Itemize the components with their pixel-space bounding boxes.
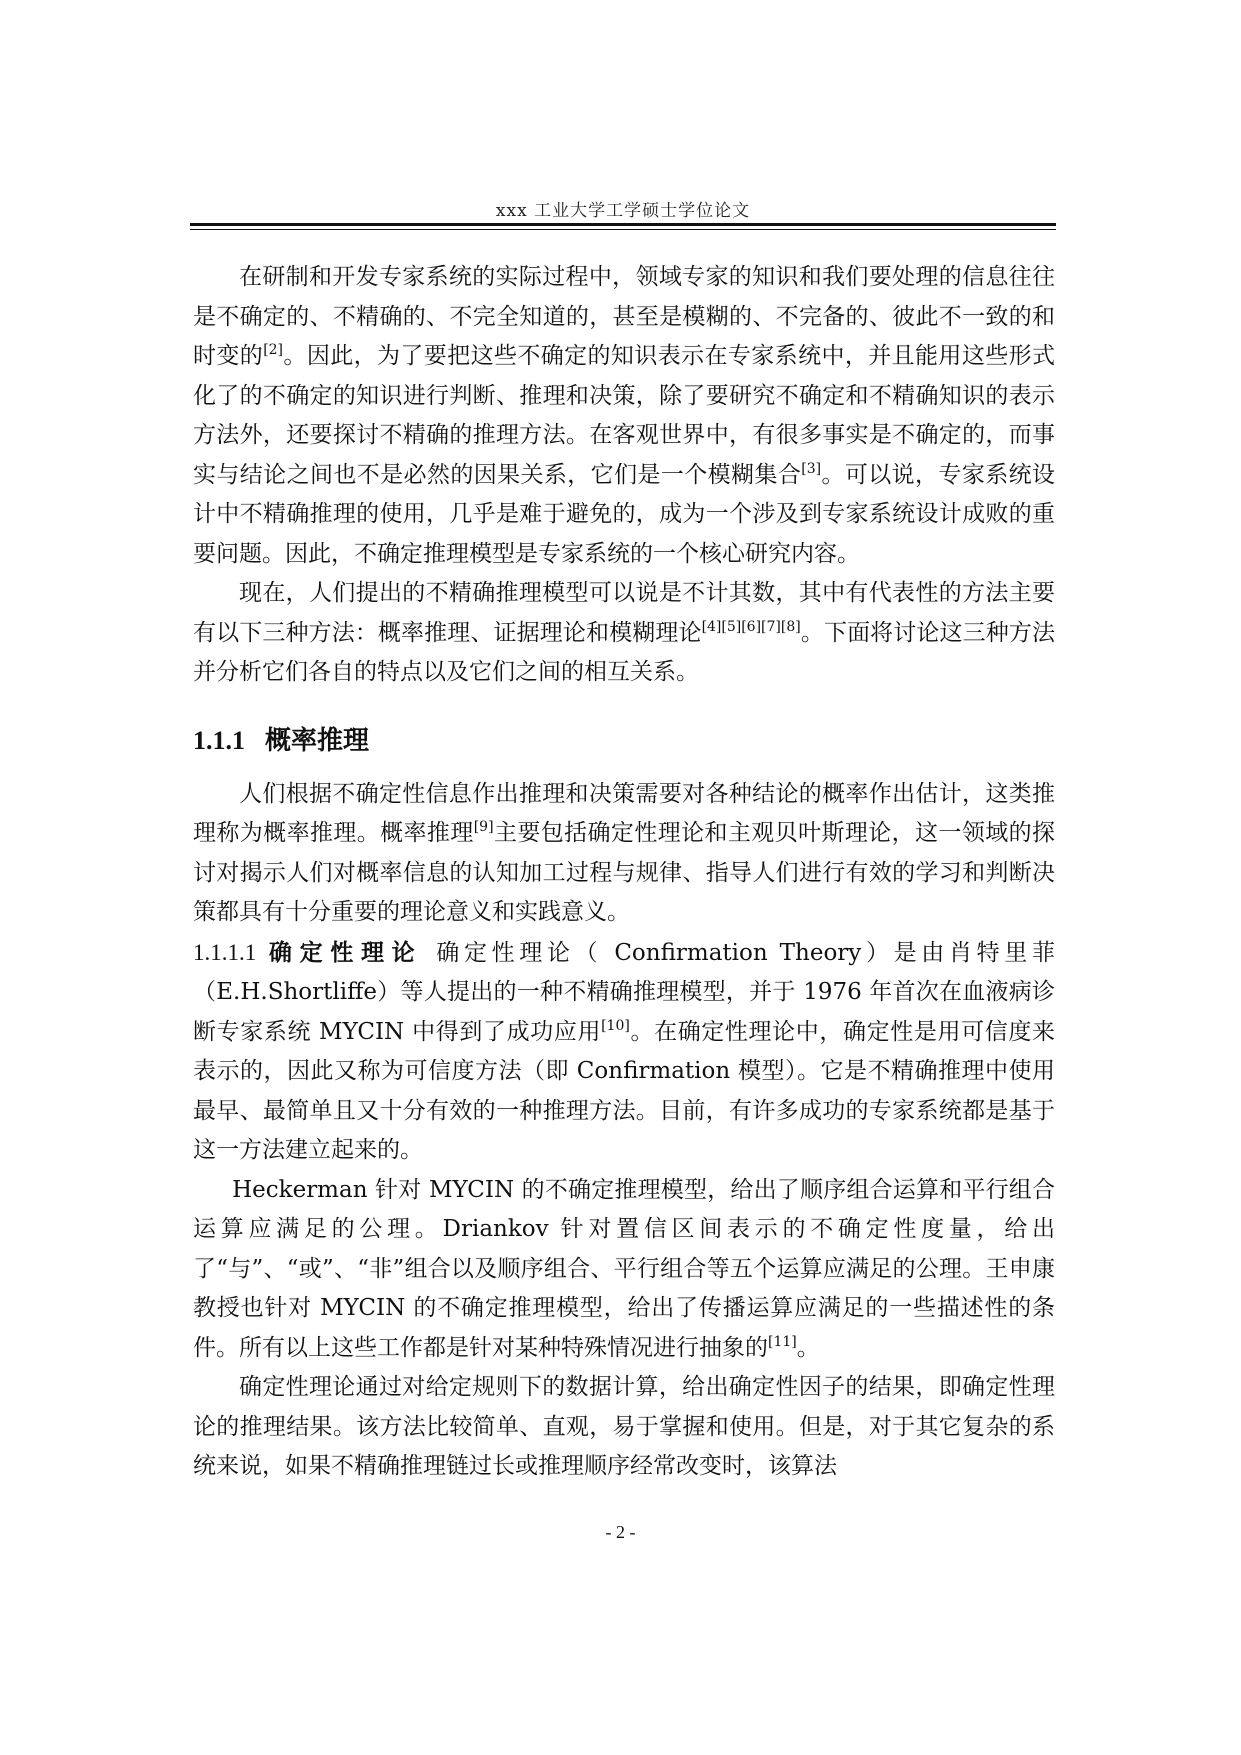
paragraph-methods [193,574,1055,693]
paragraph-text: 人们根据不确定性信息作出推理和决策需要对各种结论的概率作出估计，这类推理称为概率推理。概率推理 [193,780,1055,846]
paragraph-text: Heckerman 针对 MYCIN 的不确定推理模型，给出了顺序组合运算和平行组合运算应满足的公理。Driankov 针对置信区间表示的不确定性度量，给出了“与”、“或”、“非”组合以及顺序组合、平行组合等五个运算应满足的公理。王申康教授也针对 MYCIN 的不确定推理模型，给出了传播运算应满足的一些描述性的条件。所有以上这些工作都是针对某种特殊情况进行抽象的 [193,1176,1055,1361]
paragraph-text: 。在确定性理论中，确定性是用可信度来表示的，因此又称为可信度方法（即 Confirmation 模型）。它是不精确推理中使用最早、最简单且又十分有效的一种推理方法。目前，有许多成功的专家系统都是基于这一方法建立起来的。 [193,1018,1056,1163]
section-heading [193,721,1055,761]
paragraph-text: 。 [796,1334,820,1361]
citation: [10] [601,1017,630,1034]
subsection-title: 确定性理论 [264,939,423,966]
paragraph-axioms [193,1171,1055,1369]
section-title: 概率推理 [265,725,370,756]
citation: [4][5][6][7][8] [701,618,801,635]
paragraph-text: 确定性理论（ Confirmation Theory）是由肖特里菲（E.H.Shortliffe）等人提出的一种不精确推理模型，并于 1976 年首次在血液病诊断专家系统 MYCIN 中得到了成功应用 [193,939,1055,1045]
page-number: - 2 - [605,1522,636,1542]
running-header: xxx 工业大学工学硕士学位论文 [495,201,751,221]
paragraph-text: 。可以说，专家系统设计中不精确推理的使用，几乎是难于避免的，成为一个涉及到专家系统设计成败的重要问题。因此，不确定推理模型是专家系统的一个核心研究内容。 [193,461,1056,567]
header-rule-thick [190,223,1056,226]
citation: [2] [263,342,284,358]
citation: [3] [801,460,822,477]
paragraph-intro [193,258,1055,574]
paragraph-text: 。下面将讨论这三种方法并分析它们各自的特点以及它们之间的相互关系。 [193,619,1056,685]
paragraph-text: 在研制和开发专家系统的实际过程中，领域专家的知识和我们要处理的信息往往是不确定的、不精确的、不完全知道的，甚至是模糊的、不完备的、彼此不一致的和时变的 [193,264,1055,369]
paragraph-text: 。因此，为了要把这些不确定的知识表示在专家系统中，并且能用这些形式化了的不确定的知识进行判断、推理和决策，除了要研究不确定和不精确知识的表示方法外，还要探讨不精确的推理方法。在客观世界中，有很多事实是不确定的，而事实与结论之间也不是必然的因果关系，它们是一个模糊集合 [193,343,1056,488]
paragraph-evaluation [193,1368,1055,1487]
paragraph-probabilistic-reasoning [193,775,1055,933]
section-number: 1.1.1 [193,725,245,755]
subsection-number: 1.1.1.1 [193,939,257,965]
header-rule-thin [190,229,1056,230]
paragraph-confirmation-theory [193,933,1055,1171]
citation: [9] [473,819,494,835]
paragraph-text: 确定性理论通过对给定规则下的数据计算，给出确定性因子的结果，即确定性理论的推理结果。该方法比较简单、直观，易于掌握和使用。但是，对于其它复杂的系统来说，如果不精确推理链过长或推理顺序经常改变时，该算法 [193,1374,1055,1479]
citation: [11] [768,1333,797,1350]
paragraph-text: 现在，人们提出的不精确推理模型可以说是不计其数，其中有代表性的方法主要有以下三种方法：概率推理、证据理论和模糊理论 [193,580,1055,646]
page-body [193,258,1055,1487]
paragraph-text: 主要包括确定性理论和主观贝叶斯理论，这一领域的探讨对揭示人们对概率信息的认知加工过程与规律、指导人们进行有效的学习和判断决策都具有十分重要的理论意义和实践意义。 [193,820,1056,925]
